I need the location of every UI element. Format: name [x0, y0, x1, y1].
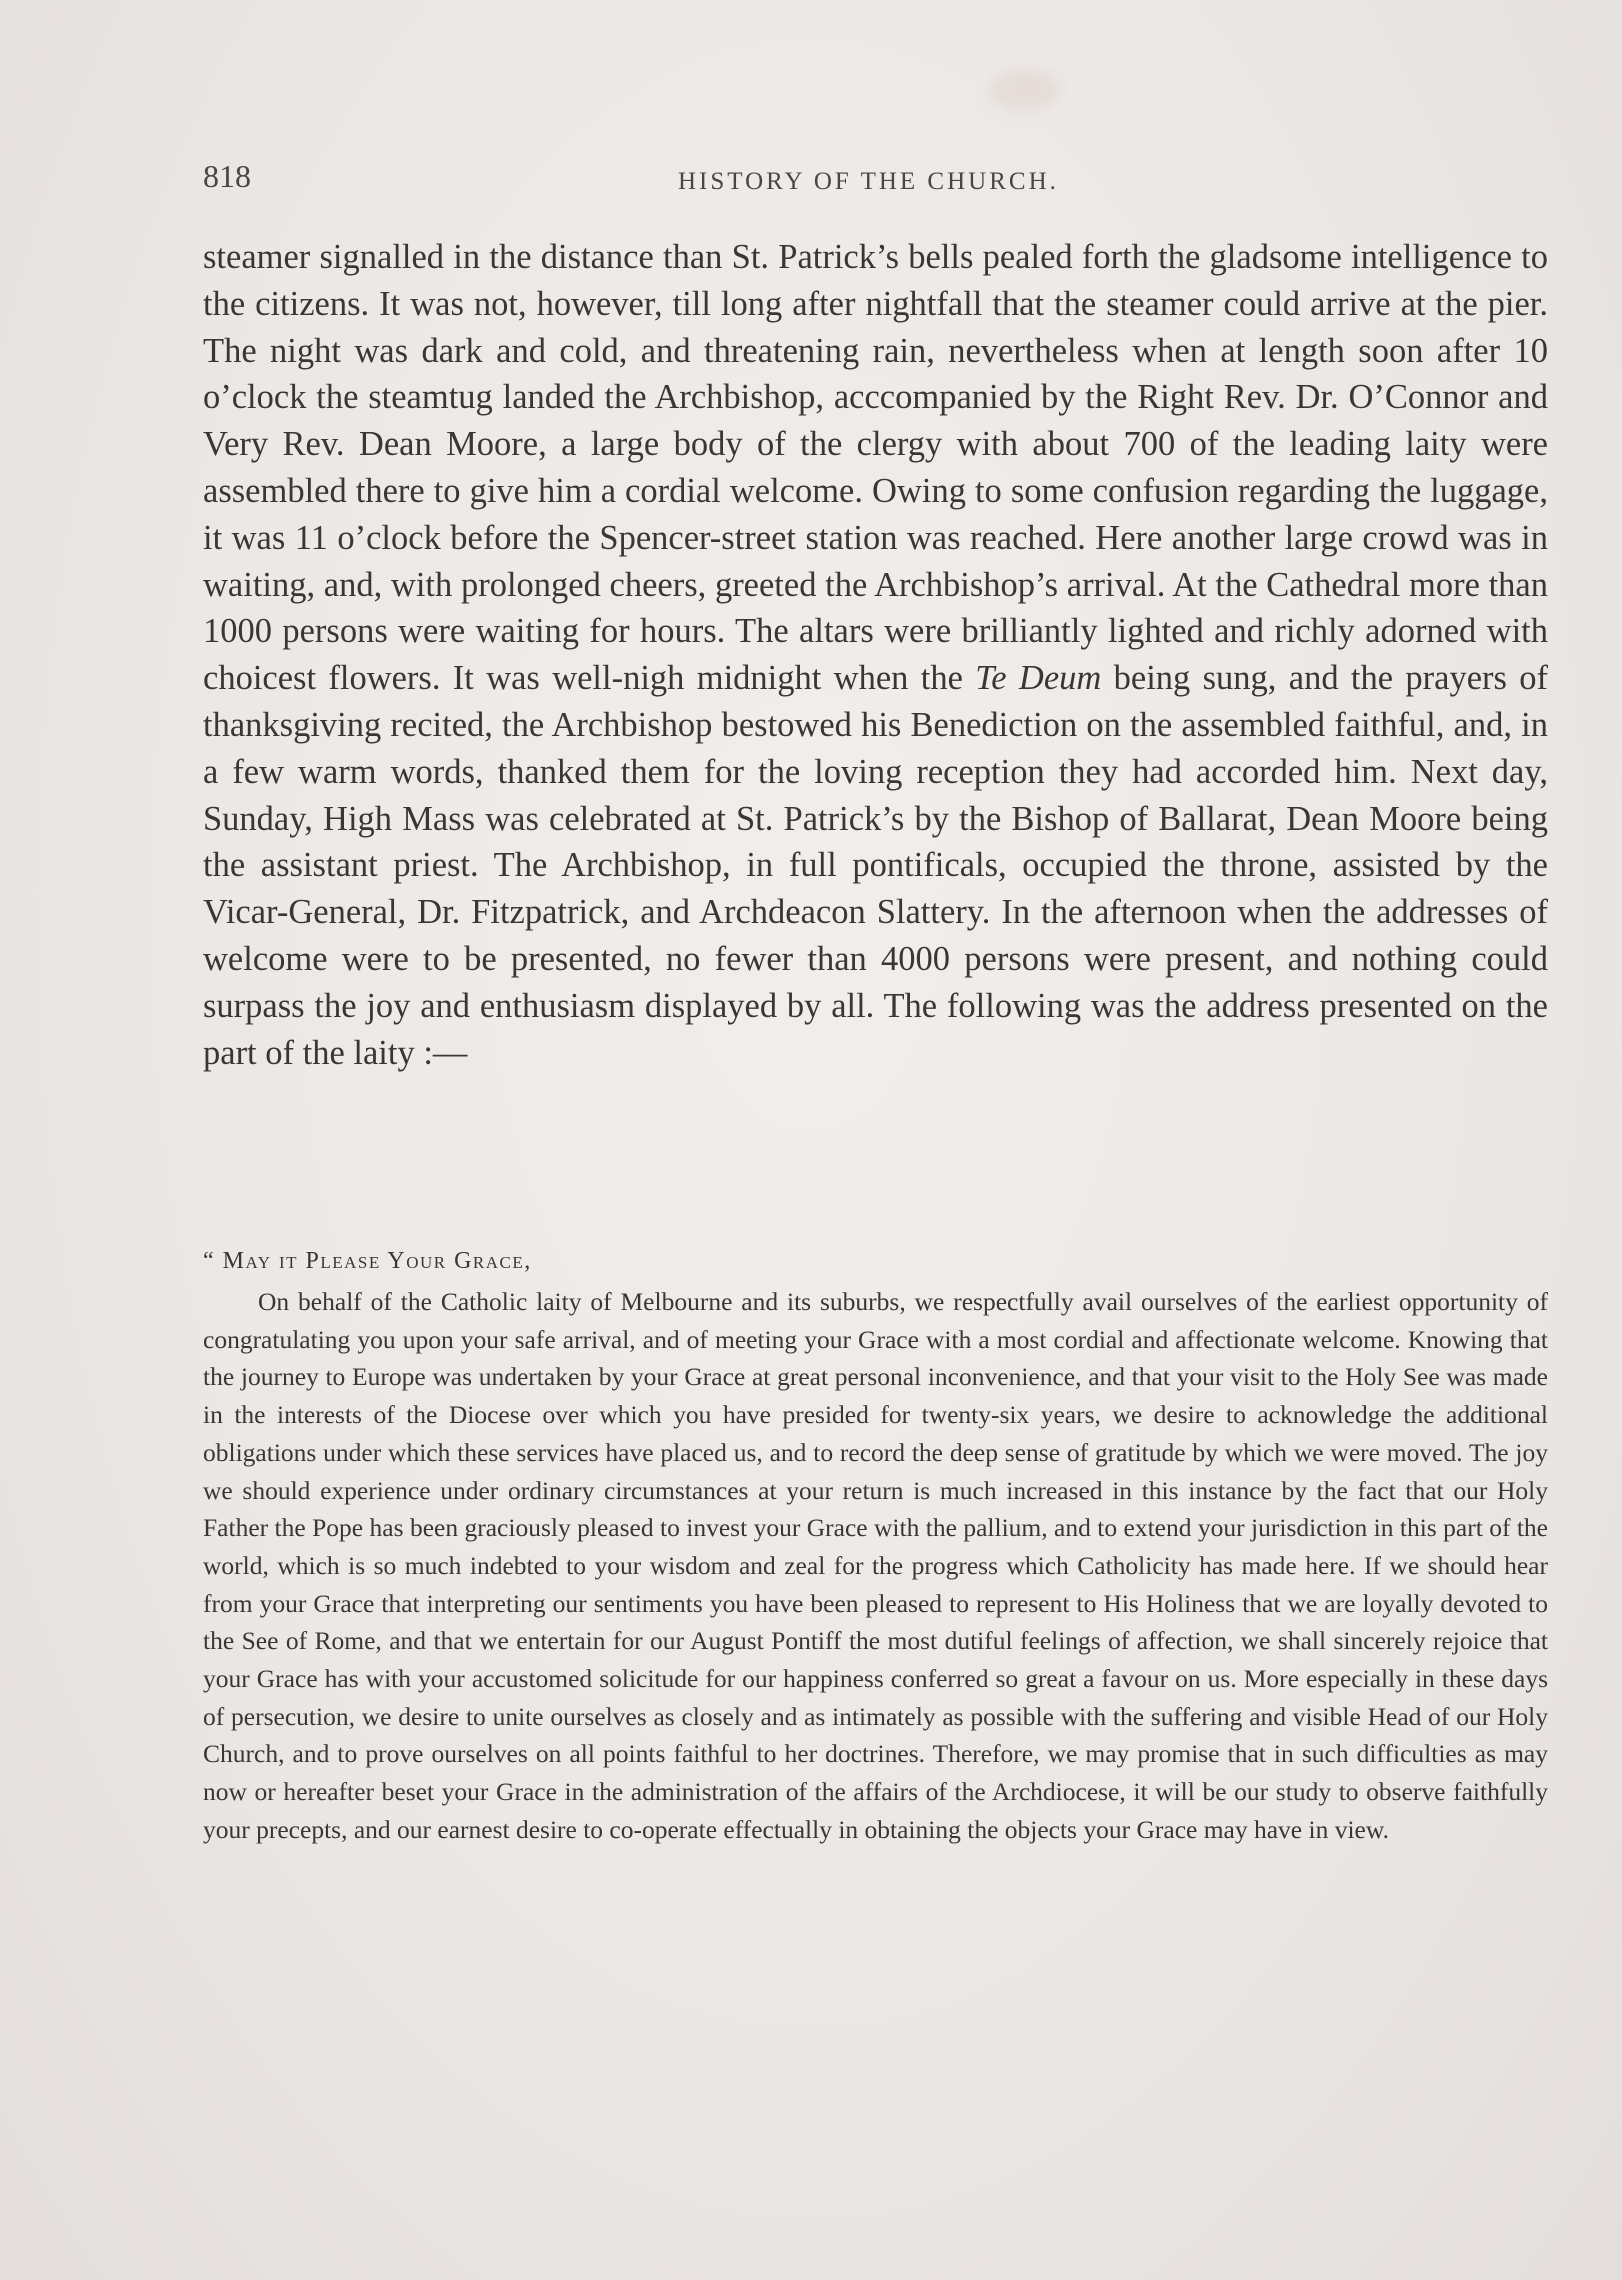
main-paragraph-part-2: being sung, and the prayers of thanksgiving recited, the Archbishop bestowed his Benediction on the assembled faithful, and, in a few warm words, thanked them for the loving reception they had accorded him. Next day, Sunday, High Mass was celebrated at St. Patrick’s by the Bishop of Ballarat, Dean Moore being the assistant priest. The Archbishop, in full pontificals, occupied the throne, assisted by the Vicar-General, Dr. Fitzpatrick, and Archdeacon Slattery. In the afternoon when the addresses of welcome were to be presented, no fewer than 4000 persons were present, and nothing could surpass the joy and enthusiasm displayed by all. The following was the address presented on the part of the laity :— [203, 659, 1548, 1072]
page-header [203, 150, 1548, 200]
main-paragraph [203, 234, 1548, 1076]
address-salutation: “ May it Please Your Grace, [203, 1248, 532, 1274]
italic-phrase-te-deum: Te Deum [975, 659, 1102, 698]
paper-stain [990, 70, 1060, 110]
address-text: On behalf of the Catholic laity of Melbourne and its suburbs, we respectfully avail ourselves of the earliest opportunity of congratulating you upon your safe arrival, and of meeting your Grace with a most cordial and affectionate welcome. Knowing that the journey to Europe was undertaken by your Grace at great personal inconvenience, and that your visit to the Holy See was made in the interests of the Diocese over which you have presided for twenty-six years, we desire to acknowledge the additional obligations under which these services have placed us, and to record the deep sense of gratitude by which we were moved. The joy we should experience under ordinary circumstances at your return is much increased in this instance by the fact that our Holy Father the Pope has been graciously pleased to invest your Grace with the pallium, and to extend your jurisdiction in this part of the world, which is so much indebted to your wisdom and zeal for the progress which Catholicity has made here. If we should hear from your Grace that interpreting our sentiments you have been pleased to represent to His Holiness that we are loyally devoted to the See of Rome, and that we entertain for our August Pontiff the most dutiful feelings of affection, we shall sincerely rejoice that your Grace has with your accustomed solicitude for our happiness conferred so great a favour on us. More especially in these days of persecution, we desire to unite ourselves as closely and as intimately as possible with the suffering and visible Head of our Holy Church, and to prove ourselves on all points faithful to her doctrines. Therefore, we may promise that in such difficulties as may now or hereafter beset your Grace in the administration of the affairs of the Archdiocese, it will be our study to observe faithfully your precepts, and our earnest desire to co-operate effectually in obtaining the objects your Grace may have in view. [203, 1287, 1548, 1844]
running-title: HISTORY OF THE CHURCH. [678, 168, 1059, 195]
main-paragraph-part-1: steamer signalled in the distance than St. Patrick’s bells pealed forth the gladsome intelligence to the citizens. It was not, however, till long after nightfall that the steamer could arrive at the pier. The night was dark and cold, and threatening rain, nevertheless when at length soon after 10 o’clock the steamtug landed the Archbishop, acccompanied by the Right Rev. Dr. O’Connor and Very Rev. Dean Moore, a large body of the clergy with about 700 of the leading laity were assembled there to give him a cordial welcome. Owing to some confusion regarding the luggage, it was 11 o’clock before the Spencer-street station was reached. Here another large crowd was in waiting, and, with prolonged cheers, greeted the Archbishop’s arrival. At the Cathedral more than 1000 persons were waiting for hours. The altars were brilliantly lighted and richly adorned with choicest flowers. It was well-nigh midnight when the [203, 238, 1548, 698]
page-number: 818 [203, 158, 251, 194]
address-block [203, 1248, 1548, 1849]
